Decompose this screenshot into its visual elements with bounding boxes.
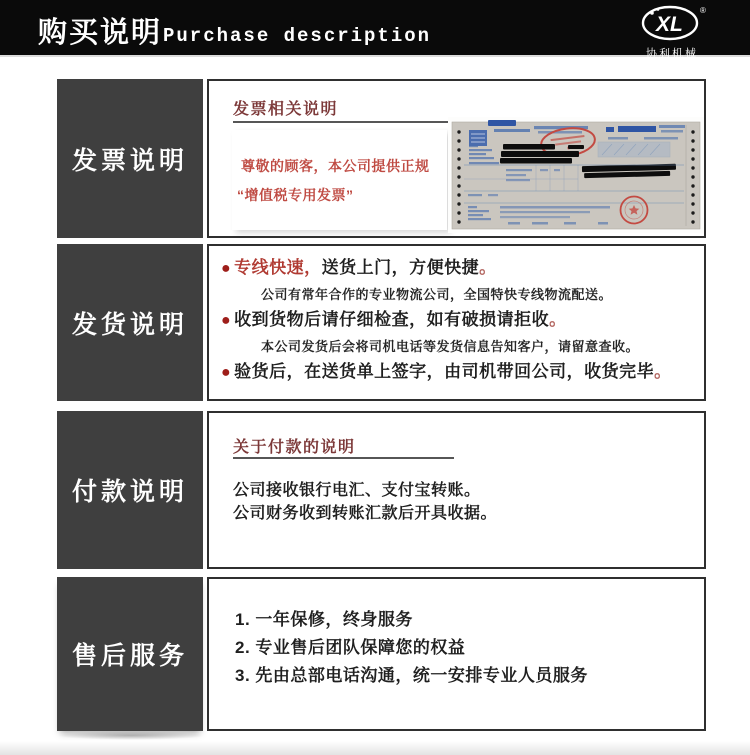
section-label-shipping — [57, 244, 203, 401]
section-label-text: 发票说明 — [71, 146, 188, 175]
invoice-section-heading: 发票相关说明 — [233, 101, 339, 118]
logo-company-name: 协利机械 — [646, 48, 698, 60]
bullet-icon: ● — [221, 364, 232, 381]
brand-logo — [630, 3, 714, 61]
shipping-bullet-2 — [221, 305, 567, 330]
bullet-lead-text: 专线快速， — [234, 258, 322, 277]
shipping-section-panel — [207, 244, 706, 401]
section-label-invoice — [57, 79, 203, 238]
invoice-password-area — [598, 142, 670, 157]
payment-section-heading: 关于付款的说明 — [233, 439, 356, 456]
payment-body — [233, 479, 497, 525]
page-subtitle: Purchase description — [163, 25, 432, 47]
payment-line-2: 公司财务收到转账汇款后开具收据。 — [233, 505, 498, 522]
invoice-notice-card — [232, 130, 447, 230]
page-title: 购买说明 — [38, 17, 163, 49]
logo-registered-mark: ® — [700, 6, 706, 15]
after-sales-section-panel — [207, 577, 706, 731]
payment-line-1: 公司接收银行电汇、支付宝转账。 — [233, 482, 481, 499]
bullet-icon: ● — [221, 260, 232, 277]
section-label-payment — [57, 411, 203, 569]
header-banner — [0, 0, 750, 60]
payment-section-panel — [207, 411, 706, 569]
logo-monogram-text: XL — [656, 13, 683, 36]
heading-underline — [233, 457, 454, 459]
bullet-tail-mark: 。 — [654, 362, 672, 381]
shipping-bullet-1 — [221, 253, 497, 278]
section-label-after-sales — [57, 577, 203, 731]
after-sales-list — [235, 606, 588, 690]
invoice-notice-line2: “增值税专用发票” — [237, 187, 354, 203]
after-sales-item-2: 2. 专业售后团队保障您的权益 — [235, 638, 466, 657]
after-sales-item-3: 3. 先由总部电话沟通，统一安排专业人员服务 — [235, 666, 588, 685]
after-sales-item-1: 1. 一年保修，终身服务 — [235, 610, 413, 629]
shipping-subnote-2: 本公司发货后会将司机电话等发货信息告知客户，请留意查收。 — [261, 339, 640, 354]
invoice-section-panel — [207, 79, 706, 238]
shipping-subnote-1: 公司有常年合作的专业物流公司，全国特快专线物流配送。 — [261, 287, 613, 302]
page-bottom-fade — [0, 741, 750, 755]
section-label-text: 付款说明 — [71, 478, 188, 506]
section-label-text: 售后服务 — [71, 642, 188, 670]
invoice-photo — [448, 117, 704, 233]
shipping-bullet-3 — [221, 357, 672, 382]
section-label-text: 发货说明 — [71, 310, 188, 339]
bullet-main-text: 收到货物后请仔细检查，如有破损请拒收 — [234, 310, 550, 329]
bullet-tail-mark: 。 — [479, 258, 497, 277]
logo-xl-icon — [632, 3, 712, 45]
invoice-title-mark — [488, 120, 516, 126]
heading-underline — [233, 121, 453, 123]
bullet-tail-mark: 。 — [549, 310, 567, 329]
invoice-notice-line1: 尊敬的顾客，本公司提供正规 — [241, 158, 430, 174]
bullet-icon: ● — [221, 312, 232, 329]
bullet-main-text: 验货后，在送货单上签字，由司机带回公司，收货完毕 — [234, 362, 655, 381]
bullet-main-text: 送货上门，方便快捷 — [321, 258, 480, 277]
label-box-shadow — [57, 731, 205, 740]
